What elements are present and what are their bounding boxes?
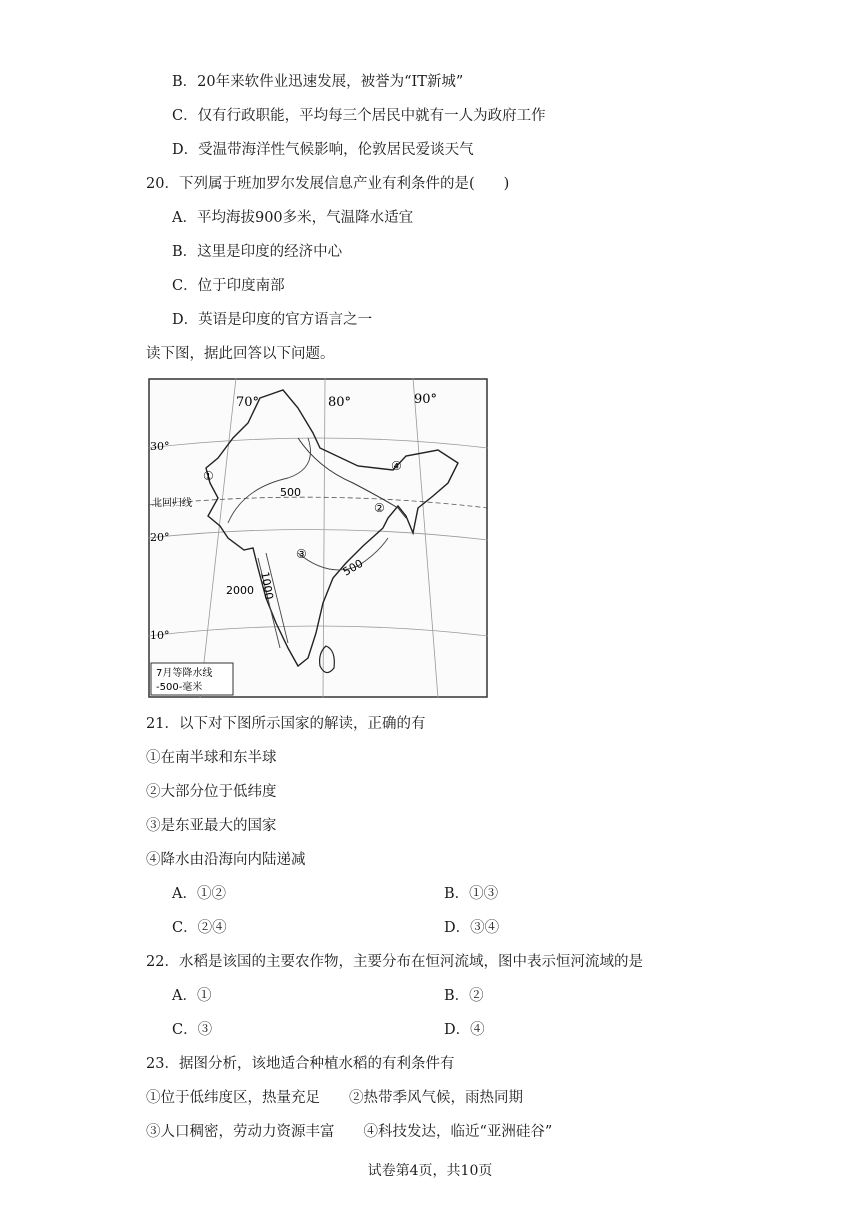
q20-option-c: C．位于印度南部 xyxy=(172,278,285,294)
map-intro: 读下图，据此回答以下问题。 xyxy=(146,346,335,362)
q21-stem: 21．以下对下图所示国家的解读，正确的有 xyxy=(146,716,426,732)
india-rainfall-map xyxy=(148,378,488,698)
q23-line-1: ①位于低纬度区，热量充足 ②热带季风气候，雨热同期 xyxy=(146,1090,523,1106)
isohyet-label-2000: 2000 xyxy=(226,584,254,597)
lat-label-20: 20° xyxy=(150,531,170,544)
q21-statement-1: ①在南半球和东半球 xyxy=(146,750,277,766)
q20-option-a: A．平均海拔900多米，气温降水适宜 xyxy=(172,210,414,226)
q21-option-b: B．①③ xyxy=(444,886,499,902)
q23-stem: 23．据图分析，该地适合种植水稻的有利条件有 xyxy=(146,1056,455,1072)
q22-option-b: B．② xyxy=(444,988,484,1004)
isohyet-label-1000: 1000 xyxy=(258,570,276,601)
tropic-label: 北回归线 xyxy=(152,498,192,509)
q20-option-d: D．英语是印度的官方语言之一 xyxy=(172,312,373,328)
isohyet-label-500-east: 500 xyxy=(340,556,366,579)
region-marker-2: ② xyxy=(374,501,385,515)
legend-line-2: -500-毫米 xyxy=(156,682,203,693)
q21-option-d: D．③④ xyxy=(444,920,500,936)
q21-option-c: C．②④ xyxy=(172,920,227,936)
region-marker-1: ① xyxy=(203,469,214,483)
lon-label-70: 70° xyxy=(236,395,260,410)
lat-label-30: 30° xyxy=(150,440,170,453)
q22-option-c: C．③ xyxy=(172,1022,213,1038)
region-marker-3: ③ xyxy=(296,547,307,561)
lon-label-90: 90° xyxy=(414,392,438,407)
lon-label-80: 80° xyxy=(328,395,352,410)
q19-option-d: D．受温带海洋性气候影响，伦敦居民爱谈天气 xyxy=(172,142,474,158)
q21-statement-2: ②大部分位于低纬度 xyxy=(146,784,277,800)
q19-option-b: B．20年来软件业迅速发展，被誉为“IT新城” xyxy=(172,74,464,90)
q19-option-c: C．仅有行政职能，平均每三个居民中就有一人为政府工作 xyxy=(172,108,546,124)
q23-line-2: ③人口稠密，劳动力资源丰富 ④科技发达，临近“亚洲硅谷” xyxy=(146,1124,553,1140)
isohyet-label-500-north: 500 xyxy=(280,486,301,499)
q21-statement-4: ④降水由沿海向内陆递减 xyxy=(146,852,306,868)
q22-option-a: A．① xyxy=(172,988,212,1004)
page-footer: 试卷第4页，共10页 xyxy=(367,1163,493,1179)
q21-option-a: A．①② xyxy=(172,886,226,902)
q20-stem: 20．下列属于班加罗尔发展信息产业有利条件的是( ) xyxy=(146,176,510,192)
region-marker-4: ④ xyxy=(391,459,402,473)
legend-line-1: 7月等降水线 xyxy=(156,668,213,679)
q22-option-d: D．④ xyxy=(444,1022,485,1038)
q21-statement-3: ③是东亚最大的国家 xyxy=(146,818,277,834)
lat-label-10: 10° xyxy=(150,629,170,642)
q20-option-b: B．这里是印度的经济中心 xyxy=(172,244,343,260)
q22-stem: 22．水稻是该国的主要农作物，主要分布在恒河流域，图中表示恒河流域的是 xyxy=(146,954,643,970)
